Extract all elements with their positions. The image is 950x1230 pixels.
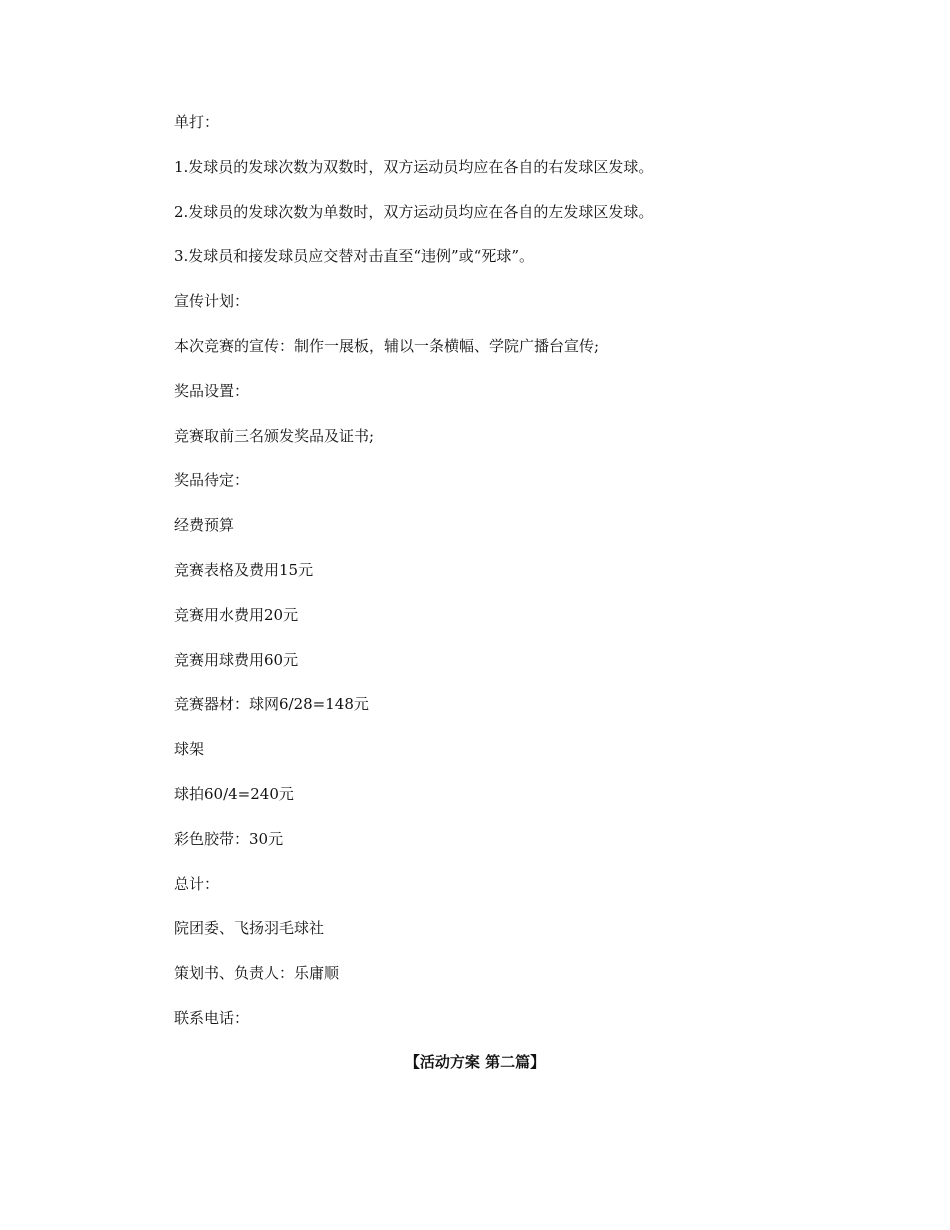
planner: 策划书、负责人：乐庸顺 [174,964,340,983]
budget-item-rackets: 球拍60/4=240元 [174,784,294,803]
budget-item-tape: 彩色胶带：30元 [174,829,284,848]
budget-item-net: 竞赛器材：球网6/28=148元 [174,695,369,714]
organizer: 院团委、飞扬羽毛球社 [174,919,325,938]
budget-item-stand: 球架 [174,740,205,759]
rule-item-1: 1.发球员的发球次数为双数时，双方运动员均应在各自的右发球区发球。 [174,157,654,176]
singles-heading: 单打： [174,113,220,131]
budget-total: 总计： [174,874,220,893]
rule-item-3: 3.发球员和接发球员应交替对击直至“违例”或“死球”。 [174,247,534,266]
rule-item-2: 2.发球员的发球次数为单数时，双方运动员均应在各自的左发球区发球。 [174,202,654,221]
document-body [174,110,794,1051]
publicity-text: 本次竞赛的宣传：制作一展板，辅以一条横幅、学院广播台宣传; [174,336,600,355]
prize-heading: 奖品设置： [174,381,250,400]
budget-item-balls: 竞赛用球费用60元 [174,650,299,669]
section-heading: 【活动方案 第二篇】 [404,1053,546,1071]
budget-heading: 经费预算 [174,516,235,535]
contact-phone: 联系电话： [174,1008,250,1027]
prize-text: 竞赛取前三名颁发奖品及证书; [174,426,375,445]
budget-item-water: 竞赛用水费用20元 [174,605,299,624]
prize-pending: 奖品待定： [174,471,250,490]
budget-item-forms: 竞赛表格及费用15元 [174,560,314,579]
publicity-heading: 宣传计划： [174,292,250,311]
